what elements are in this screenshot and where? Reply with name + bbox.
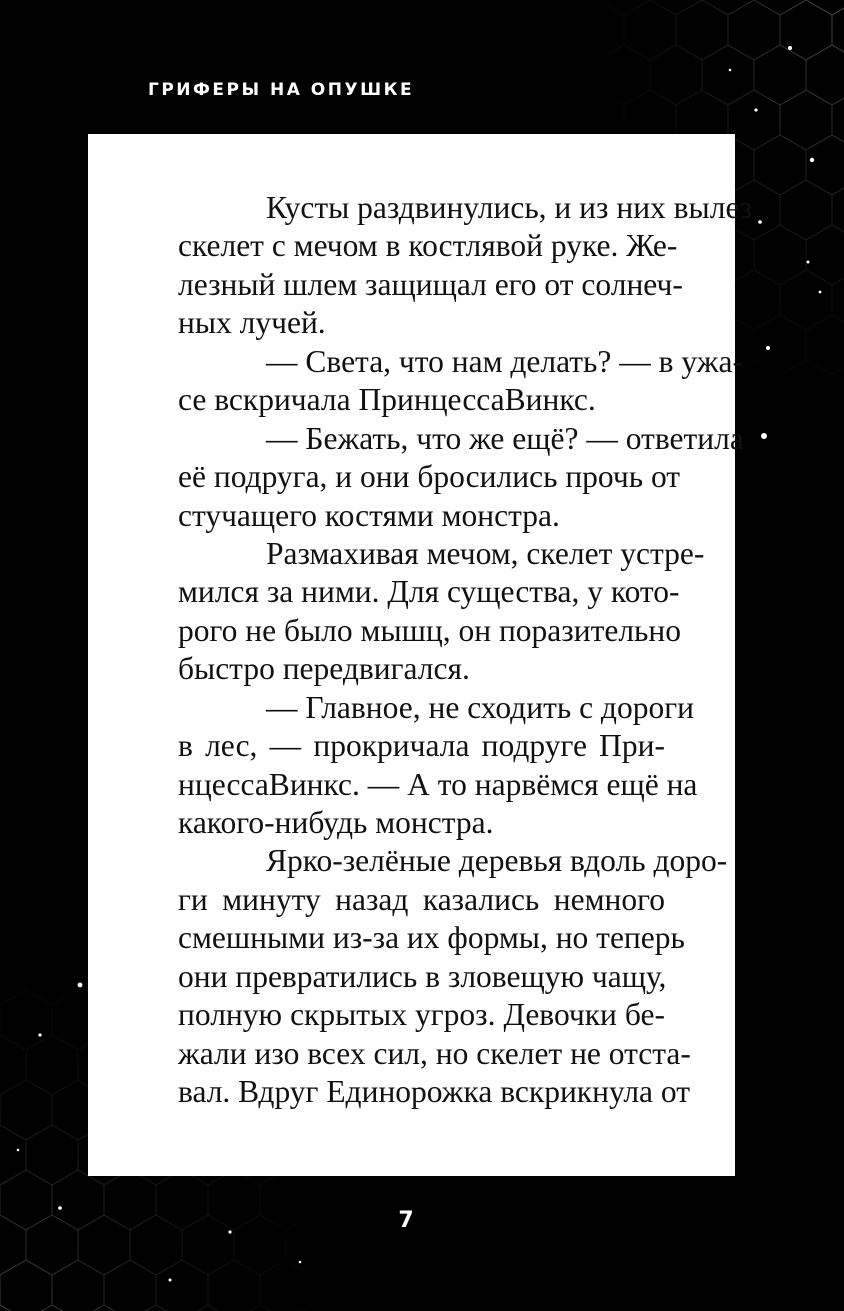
text-line: се вскричала ПринцессаВинкс. xyxy=(178,382,596,418)
text-line: скелет с мечом в костлявой руке. Же- xyxy=(178,228,678,264)
page-number: 7 xyxy=(398,1208,414,1233)
body-text xyxy=(178,189,753,1112)
paragraph xyxy=(178,343,743,420)
paragraph xyxy=(178,842,728,1111)
paragraph xyxy=(178,189,753,343)
text-line: — Бежать, что же ещё? — ответила xyxy=(266,420,744,456)
paragraph xyxy=(178,535,705,689)
text-line: мился за ними. Для существа, у кото- xyxy=(178,574,680,610)
text-line: — Главное, не сходить с дороги xyxy=(266,689,694,725)
text-line: в лес, — прокричала подруге При- xyxy=(178,728,665,764)
text-line: полную скрытых угроз. Девочки бе- xyxy=(178,997,665,1033)
text-line: вал. Вдруг Единорожка вскрикнула от xyxy=(178,1074,690,1110)
text-line: смешными из-за их формы, но теперь xyxy=(178,920,685,956)
text-page xyxy=(88,134,753,1176)
text-line: Кусты раздвинулись, и из них вылез xyxy=(266,190,753,225)
paragraph xyxy=(178,689,698,843)
text-line: Ярко-зелёные деревья вдоль доро- xyxy=(266,843,728,879)
text-line: Размахивая мечом, скелет устре- xyxy=(266,535,705,571)
text-line: её подруга, и они бросились прочь от xyxy=(178,459,681,495)
text-line: стучащего костями монстра. xyxy=(178,497,560,533)
text-line: жали изо всех сил, но скелет не отста- xyxy=(178,1035,691,1071)
paragraph xyxy=(178,420,744,535)
text-line: ги минуту назад казались немного xyxy=(178,881,665,917)
text-line: они превратились в зловещую чащу, xyxy=(178,958,667,994)
text-line: быстро передвигался. xyxy=(178,651,470,687)
text-line: какого-нибудь монстра. xyxy=(178,805,494,840)
text-line: — Света, что нам делать? — в ужа- xyxy=(266,343,743,379)
running-header-title: ГРИФЕРЫ НА ОПУШКЕ xyxy=(148,80,415,100)
text-line: нцессаВинкс. — А то нарвёмся ещё на xyxy=(178,766,698,802)
text-line: лезный шлем защищал его от солнеч- xyxy=(178,266,683,302)
text-line: ных лучей. xyxy=(178,305,326,341)
text-line: рого не было мышц, он поразительно xyxy=(178,612,682,648)
